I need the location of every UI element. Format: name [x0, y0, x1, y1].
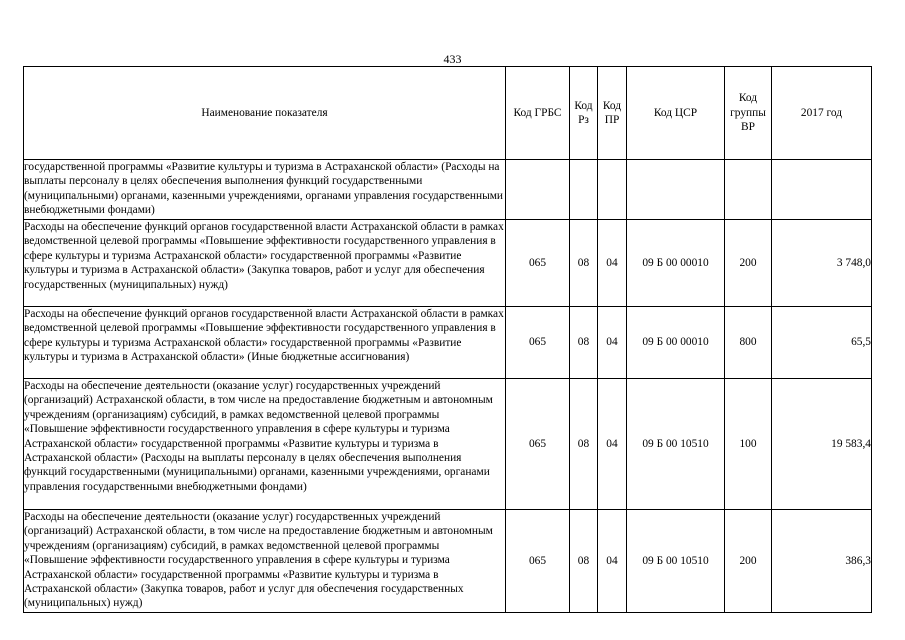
row-csr: 09 Б 00 10510 [627, 510, 725, 613]
header-rz: Код Рз [570, 67, 598, 160]
table-row [24, 307, 872, 379]
row-csr: 09 Б 00 00010 [627, 307, 725, 379]
table-row [24, 220, 872, 307]
row-amount: 3 748,0 [772, 220, 872, 307]
row-name: Расходы на обеспечение деятельности (оказание услуг) государственных учреждений (организаций) Астраханской области, в том числе на предоставление бюджетным и автономным учреждениям (организациям) субсидий, в рамках ведомственной целевой программы «Повышение эффективности государственного управления в сфере культуры и туризма Астраханской области» государственной программы «Развитие культуры и туризма в Астраханской области» (Расходы на выплаты персоналу в целях обеспечения выполнения функций государственными (муниципальными) органами, казенными учреждениями, органами управления государственными внебюджетными фондами) [24, 379, 506, 510]
row-vr: 200 [725, 510, 772, 613]
row-vr: 100 [725, 379, 772, 510]
header-year: 2017 год [772, 67, 872, 160]
row-pr: 04 [598, 379, 627, 510]
row-grbs: 065 [506, 510, 570, 613]
header-name: Наименование показателя [24, 67, 506, 160]
budget-table [23, 66, 872, 613]
row-grbs: 065 [506, 307, 570, 379]
row-rz: 08 [570, 307, 598, 379]
row-rz: 08 [570, 220, 598, 307]
row-pr [598, 160, 627, 220]
row-grbs [506, 160, 570, 220]
row-vr: 800 [725, 307, 772, 379]
table-row [24, 510, 872, 613]
row-rz [570, 160, 598, 220]
row-name: Расходы на обеспечение функций органов государственной власти Астраханской области в рамках ведомственной целевой программы «Повышение эффективности государственного управления в сфере культуры и туризма Астраханской области» государственной программы «Развитие культуры и туризма в Астраханской области» (Закупка товаров, работ и услуг для обеспечения государственных (муниципальных) нужд) [24, 220, 506, 307]
row-csr: 09 Б 00 10510 [627, 379, 725, 510]
row-grbs: 065 [506, 220, 570, 307]
header-csr: Код ЦСР [627, 67, 725, 160]
row-amount: 386,3 [772, 510, 872, 613]
row-vr: 200 [725, 220, 772, 307]
header-grbs: Код ГРБС [506, 67, 570, 160]
table-row [24, 379, 872, 510]
row-csr: 09 Б 00 00010 [627, 220, 725, 307]
header-vr: Код группы ВР [725, 67, 772, 160]
row-pr: 04 [598, 220, 627, 307]
row-grbs: 065 [506, 379, 570, 510]
row-amount: 65,5 [772, 307, 872, 379]
row-pr: 04 [598, 307, 627, 379]
row-name: Расходы на обеспечение деятельности (оказание услуг) государственных учреждений (организаций) Астраханской области, в том числе на предоставление бюджетным и автономным учреждениям (организациям) субсидий, в рамках ведомственной целевой программы «Повышение эффективности государственного управления в сфере культуры и туризма Астраханской области» государственной программы «Развитие культуры и туризма в Астраханской области» (Закупка товаров, работ и услуг для обеспечения государственных (муниципальных) нужд) [24, 510, 506, 613]
row-vr [725, 160, 772, 220]
row-csr [627, 160, 725, 220]
row-name: государственной программы «Развитие культуры и туризма в Астраханской области» (Расходы на выплаты персоналу в целях обеспечения выполнения функций государственными (муниципальными) органами, казенными учреждениями, органами управления государственными внебюджетными фондами) [24, 160, 506, 220]
row-name: Расходы на обеспечение функций органов государственной власти Астраханской области в рамках ведомственной целевой программы «Повышение эффективности государственного управления в сфере культуры и туризма Астраханской области» государственной программы «Развитие культуры и туризма в Астраханской области» (Иные бюджетные ассигнования) [24, 307, 506, 379]
row-amount: 19 583,4 [772, 379, 872, 510]
row-pr: 04 [598, 510, 627, 613]
row-rz: 08 [570, 510, 598, 613]
page-number: 433 [443, 52, 462, 66]
row-rz: 08 [570, 379, 598, 510]
header-pr: Код ПР [598, 67, 627, 160]
row-amount [772, 160, 872, 220]
table-row [24, 160, 872, 220]
header-row [24, 67, 872, 160]
